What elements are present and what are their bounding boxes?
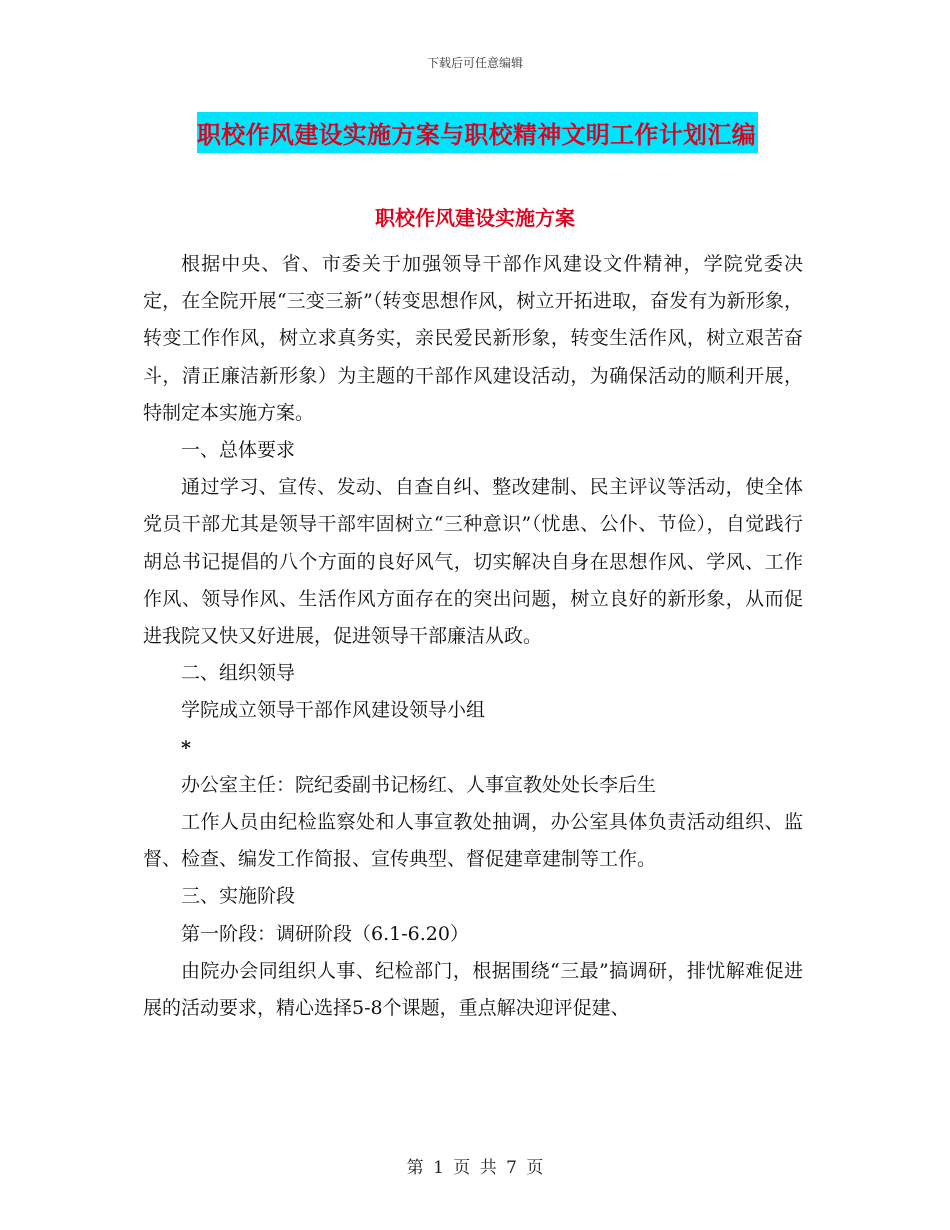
section-title: 职校作风建设实施方案 xyxy=(375,206,575,230)
paragraph: 通过学习、宣传、发动、自查自纠、整改建制、民主评议等活动，使全体党员干部尤其是领导干部牢固树立“三种意识”（忧患、公仆、节俭），自觉践行胡总书记提倡的八个方面的良好风气，切实解决自身在思想作风、学风、工作作风、领导作风、生活作风方面存在的突出问题，树立良好的新形象，从而促进我院又快又好进展，促进领导干部廉洁从政。 xyxy=(143,476,803,648)
paragraph: 办公室主任：院纪委副书记杨红、人事宣教处处长李后生 xyxy=(181,773,657,796)
heading-organization: 二、组织领导 xyxy=(181,662,296,685)
paragraph: 由院办会同组织人事、纪检部门，根据围绕“三最”搞调研，排忧解难促进展的活动要求，精心选择5-8个课题，重点解决迎评促建、 xyxy=(143,959,803,1020)
paragraph: 根据中央、省、市委关于加强领导干部作风建设文件精神，学院党委决定，在全院开展“三变三新”（转变思想作风，树立开拓进取，奋发有为新形象，转变工作作风，树立求真务实，亲民爱民新形象，转变生活作风，树立艰苦奋斗，清正廉洁新形象）为主题的干部作风建设活动，为确保活动的顺利开展，特制定本实施方案。 xyxy=(143,253,803,424)
heading-overall-requirements: 一、总体要求 xyxy=(181,439,296,462)
asterisk-marker: * xyxy=(181,736,191,759)
header-note: 下载后可任意编辑 xyxy=(426,56,523,70)
page-footer: 第 1 页 共 7 页 xyxy=(406,1158,544,1178)
document-title: 职校作风建设实施方案与职校精神文明工作计划汇编 xyxy=(197,112,758,153)
paragraph: 工作人员由纪检监察处和人事宣教处抽调，办公室具体负责活动组织、监督、检查、编发工作简报、宣传典型、督促建章建制等工作。 xyxy=(143,811,803,871)
document-body xyxy=(143,246,803,1027)
paragraph: 学院成立领导干部作风建设领导小组 xyxy=(181,699,486,722)
heading-implementation-stages: 三、实施阶段 xyxy=(181,885,296,908)
paragraph: 第一阶段：调研阶段（6.1-6.20） xyxy=(181,922,469,945)
